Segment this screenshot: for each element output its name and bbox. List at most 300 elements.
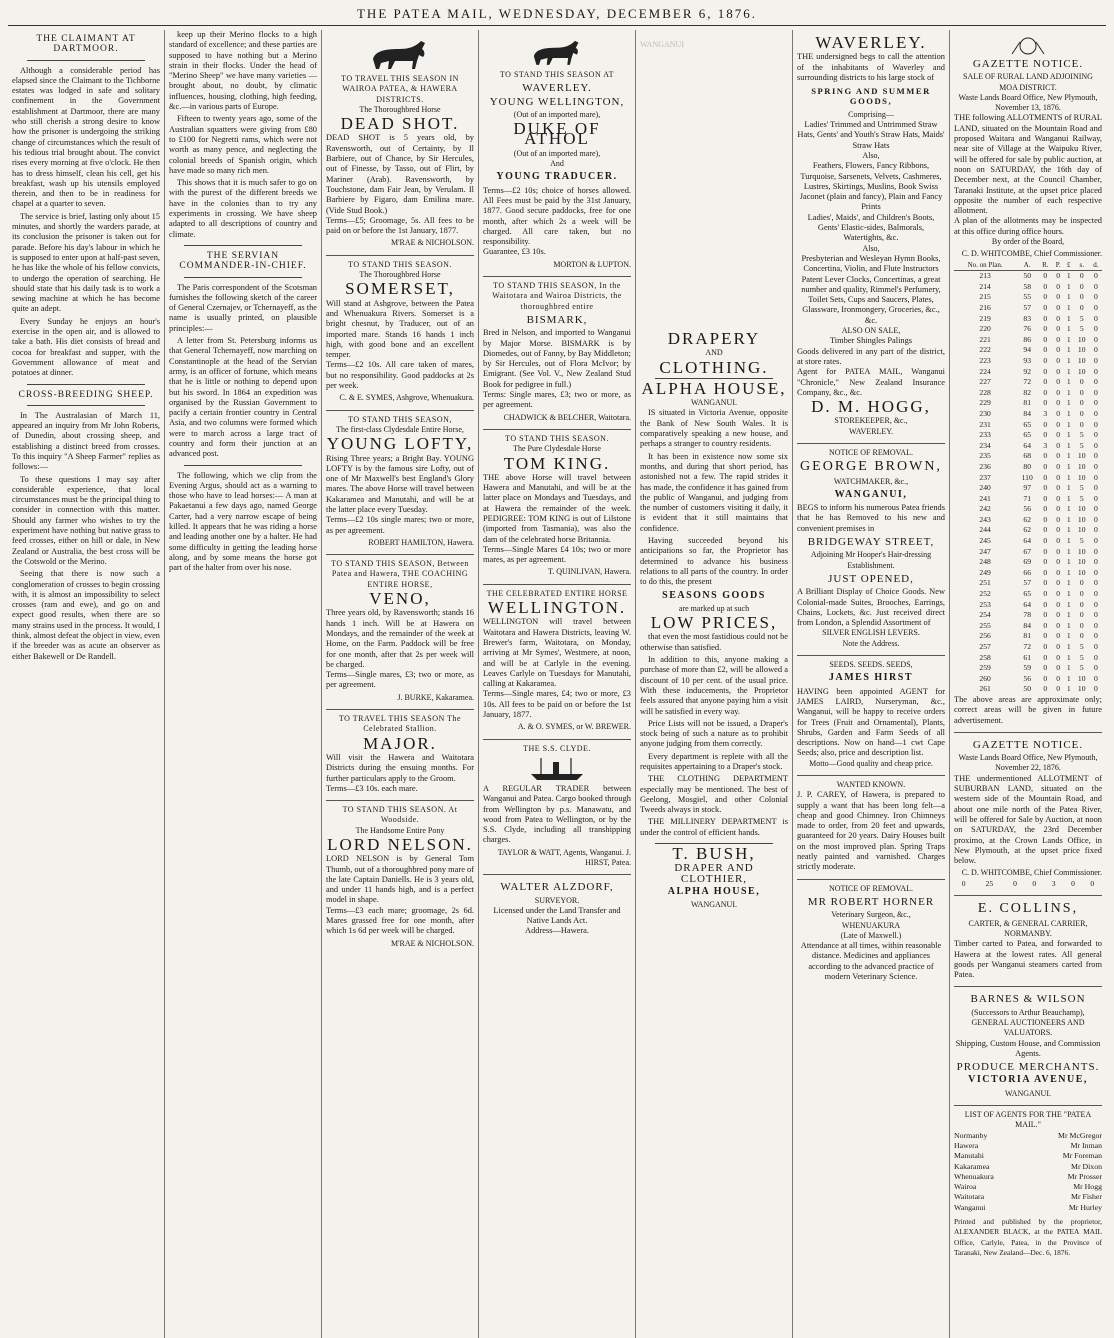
table-cell: 1 <box>1066 345 1071 355</box>
table-cell: 0 <box>1056 345 1061 355</box>
article-paragraph: Every Sunday he enjoys an hour's exercise in the open air, and is allowed to take a bath. His diet consists of bread and cocoa for breakfast and supper, with the Government allowance of meat and potatoes at dinner. <box>12 316 160 378</box>
ad-body: Will stand at Ashgrove, between the Patea and Whenuakura Rivers. Somerset is a bright chesnut, by Traducer, out of an imported mare. Stands 16 hands 1 inch high, with good bone and an excellent temper. <box>326 298 474 360</box>
table-cell: 231 <box>979 419 991 429</box>
ad-collins <box>954 896 1102 987</box>
ad-signature: M'RAE & NICHOLSON. <box>391 938 474 948</box>
table-cell: 10 <box>1077 472 1086 482</box>
table-cell: 229 <box>979 398 991 408</box>
table-cell: 0 <box>1093 610 1098 620</box>
table-row <box>954 653 1102 664</box>
table-row <box>954 642 1102 653</box>
table-cell: 1 <box>1066 334 1071 344</box>
article-paragraph: keep up their Merino flocks to a high standard of excellence; and these parties are supposed to have nothing but a Merino strain in their flocks. Under the head of "Merino Sheep" we have many varieties — brought about, no doubt, by climatic influences, housing, clothing, high feeding, &c.—in various parts of Europe. <box>169 30 317 112</box>
ad-sub: (Late of Maxwell.) <box>840 930 902 940</box>
table-cell: 249 <box>979 567 991 577</box>
ad-terms: Terms—Single Mares £4 10s; two or more mares, as per agreement. <box>483 544 631 565</box>
table-cell: 0 <box>1043 493 1048 503</box>
table-header-cell: A. <box>1016 260 1038 271</box>
ad-title: CLOTHING. <box>659 357 769 377</box>
table-cell: 223 <box>979 355 991 365</box>
table-cell: 0 <box>1056 673 1061 683</box>
table-row <box>954 674 1102 685</box>
ad-lead: TO STAND THIS SEASON. <box>348 259 452 269</box>
ad-body: Bred in Nelson, and imported to Wanganui by Major Morse. BISMARK is by Diomedes, out of Fanny, by Bay Middleton; by Sir Hercules, out of Flora McIvor; by Emigrant. (See Vol. V., New Zealand Stud Book for pedigree in full.) <box>483 328 631 389</box>
table-row <box>954 303 1102 314</box>
table-cell: 0 <box>1043 684 1048 694</box>
table-cell: 58 <box>1023 281 1031 291</box>
ad-veno <box>326 555 474 710</box>
ad-alzdorf <box>483 875 631 942</box>
ad-body: THE MILLINERY DEPARTMENT is under the control of efficient hands. <box>640 817 788 837</box>
table-cell: 1 <box>1066 546 1071 556</box>
table-cell: 5 <box>1079 642 1084 652</box>
ad-place: WAVERLEY. <box>522 82 592 95</box>
table-cell: 0 <box>1056 334 1061 344</box>
table-cell: 0 <box>1093 324 1098 334</box>
table-cell: 237 <box>979 472 991 482</box>
table-cell: 0 <box>1056 313 1061 323</box>
columns <box>8 30 1106 1338</box>
table-cell: 1 <box>1066 419 1071 429</box>
ad-title: TOM KING. <box>503 453 611 473</box>
ad-signature: T. QUINLIVAN, Hawera. <box>547 567 631 577</box>
table-cell: 0 <box>1056 483 1061 493</box>
table-row <box>954 409 1102 420</box>
table-cell: 0 <box>1093 599 1098 609</box>
table-cell: 0 <box>1093 673 1098 683</box>
table-cell: 0 <box>1056 663 1061 673</box>
table-cell: 0 <box>1093 440 1098 450</box>
ad-title: VICTORIA AVENUE, <box>968 1074 1088 1086</box>
table-cell: 0 <box>1056 536 1061 546</box>
table-cell: 56 <box>1023 673 1031 683</box>
table-cell: 1 <box>1066 642 1071 652</box>
table-cell: 0 <box>1043 355 1048 365</box>
table-cell: 228 <box>979 387 991 397</box>
ad-lead: TO TRAVEL THIS SEASON IN WAIROA PATEA, & HAWERA DISTRICTS. <box>341 74 459 104</box>
table-cell: 72 <box>1023 377 1031 387</box>
ad-sub: Waste Lands Board Office, New Plymouth, November 22, 1876. <box>958 753 1098 773</box>
table-row <box>954 324 1102 335</box>
ad-title: DRAPERY <box>667 329 761 348</box>
table-cell: 1 <box>1066 281 1071 291</box>
ad-sub: Waste Lands Board Office, New Plymouth, November 13, 1876. <box>958 92 1098 113</box>
ad-major <box>326 710 474 801</box>
ad-note: (Out of an imported mare), <box>513 148 601 158</box>
ad-body: DEAD SHOT is 5 years old, by Ravensworth, out of Certainty, by Il Barbiere, out of Chance, by Sir Hercules, out of Finesse, by Tasso, out of Flirt, by Mariner (Arab). Ravensworth, by Touchstone, dam Fair Jean, by Verulam. Il Barbiere by Figaro, dam Emilina mare. (Vide Stud Book.) <box>326 133 474 215</box>
table-cell: 10 <box>1077 567 1086 577</box>
ad-george-brown <box>797 444 945 656</box>
table-row <box>954 430 1102 441</box>
table-cell: 72 <box>1023 642 1031 652</box>
ad-title: GAZETTE NOTICE. <box>972 58 1084 70</box>
table-cell: 0 <box>1079 398 1084 408</box>
table-cell: 214 <box>979 281 991 291</box>
table-cell: 10 <box>1077 546 1086 556</box>
ad-item: Patent Lever Clocks, Concertinas, a great number and quality, Rimmel's Perfumery, Toilet Sets, Cups and Saucers, Plates, Glassware, Ironmongery, Groceries, &c., &c. <box>801 274 941 325</box>
table-cell: 80 <box>1023 461 1031 471</box>
table-cell: 0 <box>1043 398 1048 408</box>
ad-sub: Note the Address. <box>842 638 900 648</box>
table-cell: 0 <box>1043 345 1048 355</box>
ad-item: Ladies', Maids', and Children's Boots, Gents' Elastic-sides, Balmorals, Watertights, &c. <box>807 212 935 243</box>
table-cell: 0 <box>1056 366 1061 376</box>
article-paragraph: The service is brief, lasting only about 15 minutes, and shortly the warders parade, at its conclusion the prisoner is taken out for parade. Before his day's labour in which he is supposed to enter upon at half-past seven, he has like the whole of his fellow convicts, to undergo the operation of searching. He should state that his daily task is to work a sewing machine at which he has become quite an adept. <box>12 211 160 314</box>
table-cell: 84 <box>1023 620 1031 630</box>
ad-somerset <box>326 256 474 411</box>
ad-terms: Terms—Single mares, £3; two or more, as per agreement. <box>326 670 474 690</box>
table-cell: 64 <box>1023 536 1031 546</box>
ad-title: GAZETTE NOTICE. <box>972 738 1084 751</box>
ad-lead: NOTICE OF REMOVAL. <box>828 447 914 457</box>
ad-waverley-horses <box>483 30 631 277</box>
ad-signature: M'RAE & NICHOLSON. <box>391 238 474 248</box>
table-cell: 1 <box>1066 589 1071 599</box>
ad-lead: TO STAND THIS SEASON. At Woodside. <box>342 805 458 825</box>
divider <box>184 277 302 278</box>
table-cell: 0 <box>1056 408 1061 418</box>
column-7 <box>950 30 1106 1338</box>
table-cell: 94 <box>1023 345 1031 355</box>
table-row <box>954 589 1102 600</box>
table-cell: 0 <box>1079 589 1084 599</box>
table-cell: 243 <box>979 514 991 524</box>
ad-lead: THE CELEBRATED ENTIRE HORSE <box>486 588 628 598</box>
table-cell: 0 <box>1093 271 1098 281</box>
table-header-cell: No. on Plan. <box>954 260 1016 271</box>
table-cell: 0 <box>1079 631 1084 641</box>
table-cell: 0 <box>1093 546 1098 556</box>
table-cell: 241 <box>979 493 991 503</box>
ad-lead: THE S.S. CLYDE. <box>523 743 591 753</box>
ad-ss-clyde <box>483 740 631 876</box>
ad-item: Also, <box>862 150 880 160</box>
ad-title: T. BUSH, <box>672 844 756 864</box>
table-cell: 236 <box>979 461 991 471</box>
agent-row <box>954 1182 1102 1192</box>
table-cell: 3 <box>1043 408 1048 418</box>
ad-title: WELLINGTON. <box>487 598 627 618</box>
ad-place: WANGANUI. <box>691 900 737 910</box>
steamship-icon <box>527 756 587 782</box>
table-cell: 244 <box>979 525 991 535</box>
agent-row <box>954 1131 1102 1141</box>
table-cell: 81 <box>1023 398 1031 408</box>
ad-sub: The first-class Clydesdale Entire Horse, <box>336 424 464 434</box>
masthead: THE PATEA MAIL, WEDNESDAY, DECEMBER 6, 1876. <box>8 6 1106 26</box>
ad-place: WHENUAKURA <box>841 920 901 930</box>
table-cell: 57 <box>1023 578 1031 588</box>
ad-item: Ladies' Trimmed and Untrimmed Straw Hats, Gents' and Youth's Straw Hats, Maids' Straw Hats <box>797 120 945 150</box>
agent-row <box>954 1151 1102 1161</box>
table-cell: 25 <box>985 878 994 888</box>
ad-young-lofty <box>326 411 474 556</box>
table-cell: 0 <box>1071 878 1075 888</box>
table-header-cell: £ <box>1064 260 1074 271</box>
table-header-cell: d. <box>1090 260 1102 271</box>
table-cell: 0 <box>1056 546 1061 556</box>
table-cell: 0 <box>1093 430 1098 440</box>
ad-title: YOUNG LOFTY, <box>326 434 474 454</box>
table-cell: 1 <box>1066 461 1071 471</box>
agent-place: Manutahi <box>954 1151 984 1161</box>
agent-name: Mr Hogg <box>1073 1182 1102 1192</box>
ad-body: Will visit the Hawera and Waitotara Districts during the ensuing months. For further particulars apply to the Groom. <box>326 752 474 783</box>
ad-body: BEGS to inform his numerous Patea friends that he has Removed to his new and convenient premises in <box>797 503 945 533</box>
table-cell: 0 <box>1093 642 1098 652</box>
coat-of-arms-icon <box>1008 34 1048 56</box>
ad-title: ALPHA HOUSE, <box>667 885 761 897</box>
article-heading-servian: THE SERVIAN COMMANDER-IN-CHIEF. <box>179 250 307 272</box>
table-row <box>954 557 1102 568</box>
table-cell: 0 <box>1093 578 1098 588</box>
table-cell: 1 <box>1066 684 1071 694</box>
ad-and: And <box>550 159 564 169</box>
table-cell: 259 <box>979 663 991 673</box>
table-cell: 10 <box>1077 514 1086 524</box>
table-cell: 84 <box>1023 408 1031 418</box>
table-cell: 0 <box>1093 313 1098 323</box>
ad-signature: C. D. WHITCOMBE, Chief Commissioner. <box>961 249 1102 259</box>
ad-body: that even the most fastidious could not be otherwise than satisfied. <box>640 632 788 652</box>
table-cell: 86 <box>1023 334 1031 344</box>
column-4 <box>479 30 636 1338</box>
table-row <box>954 504 1102 515</box>
table-cell: 5 <box>1079 440 1084 450</box>
table-cell: 5 <box>1079 493 1084 503</box>
ad-body: J. P. CAREY, of Hawera, is prepared to supply a want that has been long felt—a cheap and good Chimney. Iron Chimneys made to order, from 20 feet and upwards, guaranteed for 20 years. Dairy Houses built on the most improved plan. Spring Traps neatly painted and varnished. Charges strictly moderate. <box>797 790 945 872</box>
gazette-notice-rural <box>954 30 1102 733</box>
ad-title: WAVERLEY. <box>815 33 927 52</box>
table-row <box>954 547 1102 558</box>
ad-body: LORD NELSON is by General Tom Thumb, out of a thoroughbred pony mare of the late Captain Daniells. He is 3 years old, and under 11 hands high, and is a perfect model in shape. <box>326 854 474 905</box>
ad-title: ALPHA HOUSE, <box>641 378 787 398</box>
table-cell: 0 <box>1093 451 1098 461</box>
ad-body: Having succeeded beyond his anticipations so far, the Proprietor has determined to advance his business relations to all parts of the country. In order to do this, the present <box>640 536 788 587</box>
agent-row <box>954 1141 1102 1151</box>
table-cell: 247 <box>979 546 991 556</box>
article-paragraph: Seeing that there is now such a conglomeration of crosses to begin crossing with, it is almost an impossibility to select crosses (ram and ewe), and go on and expect good results, when there are so many strains used in the process. It would, I think, almost defeat the object in view, even if the breeder was as acute an observer as either Bakewell or De Randell. <box>12 569 160 661</box>
table-cell: 255 <box>979 620 991 630</box>
ad-hogg <box>797 30 945 444</box>
table-cell: 0 <box>1043 546 1048 556</box>
table-cell: 257 <box>979 642 991 652</box>
agent-place: Hawera <box>954 1140 979 1150</box>
table-cell: 0 <box>1093 620 1098 630</box>
table-cell: 1 <box>1066 652 1071 662</box>
ad-title: LORD NELSON. <box>327 835 473 854</box>
ad-body: In addition to this, anyone making a purchase of more than £2, will be allowed a discount of 10 per cent. of the usual price. With these inducements, the Proprietor feels assured that anyone paying him a visit will be satisfied in every way. <box>640 655 788 716</box>
table-cell: 0 <box>1043 483 1048 493</box>
table-cell: 0 <box>1056 355 1061 365</box>
table-cell: 227 <box>979 377 991 387</box>
table-cell: 0 <box>1079 419 1084 429</box>
table-cell: 0 <box>1079 408 1084 418</box>
table-cell: 0 <box>1079 292 1084 302</box>
article-paragraph: A letter from St. Petersburg informs us that General Tchernayeff, now marching on Constantinople at the head of the Servian army, is an officer of fortune, which means that he is little or nothing to depend upon but his sword. In 1864 an expedition was organised by the Russian Government to pacify a certain frontier country in Central Asia, and two columns were formed which were to march across a large tract of country and form their junction at an advanced post. <box>169 336 317 459</box>
table-cell: 0 <box>1093 355 1098 365</box>
table-cell: 0 <box>1043 620 1048 630</box>
table-cell: 0 <box>1056 567 1061 577</box>
table-cell: 0 <box>1043 451 1048 461</box>
table-cell: 0 <box>1043 567 1048 577</box>
table-cell: 1 <box>1066 504 1071 514</box>
table-header-cell: s. <box>1074 260 1090 271</box>
ad-barnes-wilson <box>954 987 1102 1106</box>
allotment-table-2 <box>954 879 1102 890</box>
table-cell: 253 <box>979 599 991 609</box>
table-cell: 0 <box>1093 589 1098 599</box>
table-cell: 0 <box>1090 878 1095 888</box>
table-cell: 10 <box>1077 334 1086 344</box>
table-cell: 69 <box>1023 557 1031 567</box>
table-cell: 0 <box>1093 398 1098 408</box>
agent-place: Waitotara <box>954 1192 985 1202</box>
ad-item: Timber Shingles Palings <box>829 336 913 346</box>
table-cell: 1 <box>1066 377 1071 387</box>
table-cell: 0 <box>1056 652 1061 662</box>
table-cell: 0 <box>1093 419 1098 429</box>
table-cell: 0 <box>1056 642 1061 652</box>
table-cell: 0 <box>1043 271 1048 281</box>
ad-terms: Terms—£3 each mare; groomage, 2s 6d. Mares grassed free for one month, after which 1s 6d per week will be charged. <box>326 905 474 936</box>
table-cell: 92 <box>1023 366 1031 376</box>
ad-place: WANGANUI. <box>1005 1088 1051 1098</box>
table-cell: 0 <box>1043 430 1048 440</box>
ad-signature: Address—Hawera. <box>525 926 589 936</box>
table-cell: 0 <box>1079 578 1084 588</box>
ad-body: Licensed under the Land Transfer and Native Lands Act. <box>493 905 621 926</box>
table-cell: 0 <box>1043 642 1048 652</box>
ad-body: Agent for PATEA MAIL, Wanganui "Chronicle," New Zealand Insurance Company, &c., &c. <box>797 367 945 397</box>
faint-text: WANGANUI <box>640 40 684 49</box>
ad-signature: TAYLOR & WATT, Agents, Wanganui. J. HIRST, Patea. <box>497 847 631 867</box>
table-cell: 0 <box>961 878 966 888</box>
ad-body: A plan of the allotments may be inspected at this office during office hours. <box>954 216 1102 236</box>
ad-body: Terms—£2 10s; choice of horses allowed. All Fees must be paid by the 31st January, 1877. Good secure paddocks, free for one month, after which 2s a week will be charged. All care taken, but no responsibility. <box>483 185 631 247</box>
agent-row <box>954 1172 1102 1182</box>
ad-tom-king <box>483 430 631 585</box>
ad-title: MAJOR. <box>363 733 437 753</box>
table-cell: 1 <box>1066 525 1071 535</box>
table-cell: 0 <box>1043 281 1048 291</box>
table-row <box>954 568 1102 579</box>
table-row <box>954 483 1102 494</box>
table-cell: 251 <box>979 578 991 588</box>
table-cell: 50 <box>1023 271 1031 281</box>
agent-name: Mr Fisher <box>1071 1192 1102 1202</box>
table-cell: 10 <box>1077 504 1086 514</box>
column-1 <box>8 30 165 1338</box>
table-cell: 67 <box>1023 546 1031 556</box>
ad-signature: C. D. WHITCOMBE, Chief Commissioner. <box>961 868 1102 878</box>
table-row <box>954 473 1102 484</box>
ad-sub: SURVEYOR. <box>534 895 580 905</box>
horse-icon <box>365 37 435 71</box>
table-cell: 0 <box>1043 366 1048 376</box>
table-cell: 0 <box>1056 419 1061 429</box>
table-cell: 0 <box>1079 620 1084 630</box>
ad-terms: Terms—£2 10s single mares; two or more, as per agreement. <box>326 515 474 535</box>
ad-lead: TO TRAVEL THIS SEASON The Celebrated Stallion. <box>338 714 462 734</box>
table-cell: 0 <box>1093 461 1098 471</box>
agent-name: Mr Foreman <box>1062 1151 1102 1161</box>
table-cell: 10 <box>1077 684 1086 694</box>
table-cell: 3 <box>1043 440 1048 450</box>
table-cell: 0 <box>1056 303 1061 313</box>
table-row <box>954 356 1102 367</box>
table-cell: 0 <box>1093 536 1098 546</box>
ad-title: SOMERSET, <box>345 279 455 299</box>
table-cell: 0 <box>1093 366 1098 376</box>
table-cell: 0 <box>1056 631 1061 641</box>
table-cell: 0 <box>1056 684 1061 694</box>
table-cell: 0 <box>1056 430 1061 440</box>
ad-place: WAVERLEY. <box>849 426 893 436</box>
table-cell: 1 <box>1066 292 1071 302</box>
table-cell: 10 <box>1077 345 1086 355</box>
ad-title: GEORGE BROWN, <box>800 459 942 475</box>
ad-title: LOW PRICES, <box>650 613 778 633</box>
table-row <box>954 345 1102 356</box>
table-cell: 64 <box>1023 440 1031 450</box>
ad-body: A REGULAR TRADER between Wanganui and Patea. Cargo booked through from Wellington by p.s. Manawatu, and wood from Patea to Wellington, or by the S.S. Clyde, including all transhipping charges. <box>483 783 631 845</box>
divider <box>27 60 145 61</box>
table-row <box>954 879 1102 890</box>
table-cell: 1 <box>1066 387 1071 397</box>
table-cell: 0 <box>1079 281 1084 291</box>
ad-title: BISMARK, <box>526 313 588 326</box>
table-cell: 0 <box>1093 567 1098 577</box>
ad-terms: Terms—Single mares, £4; two or more, £3 10s. All fees to be paid on or before the 1st January, 1877. <box>483 689 631 720</box>
table-cell: 0 <box>1056 461 1061 471</box>
table-cell: 1 <box>1066 271 1071 281</box>
table-cell: 0 <box>1056 398 1061 408</box>
table-row <box>954 631 1102 642</box>
ad-body: THE following ALLOTMENTS of RURAL LAND, situated on the Mountain Road and proposed Waitara and Wanganui Railway, near site of Village at the Waipuku River, will be offered for sale by public auction, at noon on SATURDAY, the 16th day of December next, at the Council Chamber, Taranaki Institute, at the upset price placed opposite the number of each respective allotment. <box>954 113 1102 216</box>
table-cell: 10 <box>1077 355 1086 365</box>
table-cell: 0 <box>1093 387 1098 397</box>
table-cell: 57 <box>1023 303 1031 313</box>
ad-body: Every department is replete with all the requisites appertaining to a Draper's stock. <box>640 751 788 771</box>
ad-lead: TO STAND THIS SEASON, Between Patea and Hawera, THE COACHING ENTIRE HORSE, <box>331 559 469 589</box>
table-cell: 0 <box>1079 377 1084 387</box>
table-cell: 0 <box>1043 472 1048 482</box>
ad-lead: TO STAND THIS SEASON AT <box>499 70 615 79</box>
table-cell: 0 <box>1056 377 1061 387</box>
table-header-cell: R. <box>1038 260 1052 271</box>
agent-place: Kakaramea <box>954 1161 990 1171</box>
table-cell: 230 <box>979 408 991 418</box>
article-heading-claimant: THE CLAIMANT AT DARTMOOR. <box>36 34 136 55</box>
ad-carey <box>797 776 945 880</box>
table-cell: 215 <box>979 292 991 302</box>
allotments-table <box>954 260 1102 695</box>
article-paragraph: Fifteen to twenty years ago, some of the Australian squatters were giving from £80 to £100 for Negretti rams, which were not worth as many pence, and neglecting the colonial breeds of Spanish origin, which have made so many rich men. <box>169 114 317 175</box>
table-row <box>954 420 1102 431</box>
ad-body: HAVING been appointed AGENT for JAMES LAIRD, Nurseryman, &c., Wanganui, will be happy to receive orders for Trees (Fruit and Ornamental), Plants, Shrubs, Garden and Farm Seeds of all descriptions. Now on hand—1 cwt Cape Seeds; also, price and description list. <box>797 686 945 758</box>
table-cell: 0 <box>1043 578 1048 588</box>
ad-body: Timber carted to Patea, and forwarded to Hawera at the lowest rates. All general goods per Wanganui steamers carted from Patea. <box>954 939 1102 980</box>
ad-body: THE undermentioned ALLOTMENT of SUBURBAN LAND, situated on the western side of the Mountain Road, and about one mile north of the Patea River, will be offered for Sale by Auction, at noon on SATURDAY, the 23rd December proximo, at the Crown Lands Office, in New Plymouth, at the upset price fixed below. <box>954 773 1102 866</box>
table-cell: 242 <box>979 504 991 514</box>
column-5 <box>636 30 793 1338</box>
ad-place: WANGANUI. <box>691 398 737 408</box>
ad-title: JAMES HIRST <box>828 672 913 684</box>
table-cell: 5 <box>1079 324 1084 334</box>
table-cell: 0 <box>1093 493 1098 503</box>
ad-sub: The Thoroughbred Horse <box>359 104 441 114</box>
